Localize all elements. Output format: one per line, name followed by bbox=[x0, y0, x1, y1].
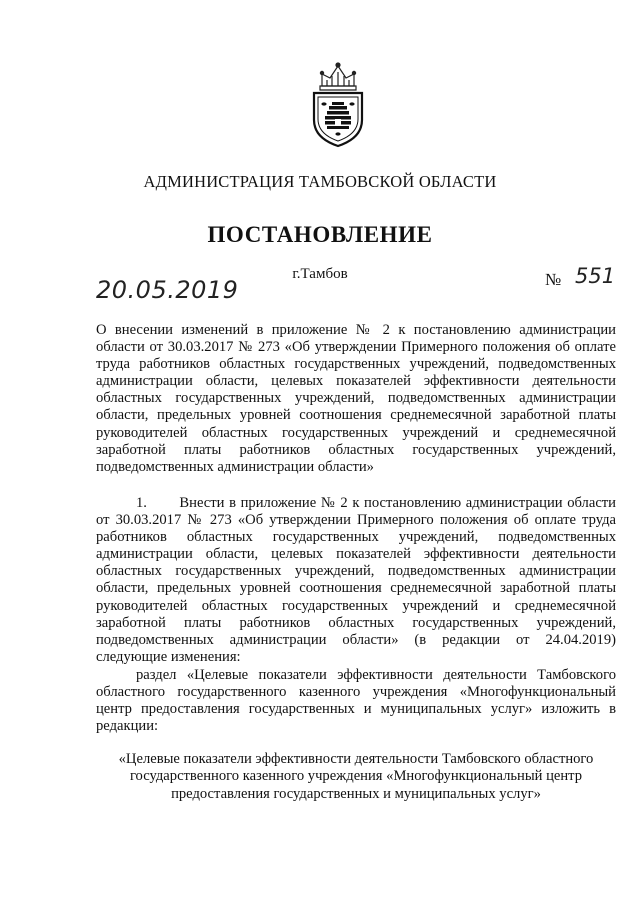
tambov-coat-of-arms-icon bbox=[300, 56, 376, 148]
item-1-number: 1. bbox=[136, 495, 147, 511]
item-1-paragraph bbox=[96, 495, 616, 666]
section-title-quote: «Целевые показатели эффективности деятельности Тамбовского областного государственного казенного учреждения «Многофункциональный центр предоставления государственных и муниципальных услуг» bbox=[118, 751, 594, 802]
number-sign: № bbox=[545, 270, 562, 289]
handwritten-document-number: 551 bbox=[575, 264, 616, 288]
city-label: г.Тамбов bbox=[292, 266, 348, 282]
agency-name: АДМИНИСТРАЦИЯ ТАМБОВСКОЙ ОБЛАСТИ bbox=[143, 172, 497, 191]
item-1-sub-text: раздел «Целевые показатели эффективности деятельности Тамбовского областного государственного казенного учреждения «Многофункциональный центр предоставления государственных и муниципальных услуг» изложить в редакции: bbox=[96, 667, 616, 735]
item-1-text: Внести в приложение № 2 к постановлению администрации области от 30.03.2017 № 273 «Об утверждении Примерного положения об оплате труда работников областных государственных учреждений, подведомственных администрации области, целевых показателей эффективности деятельности областных государственных учреждений, подведомственных администрации области, предельных уровней соотношения среднемесячной заработной платы руководителей областных государственных учреждений и среднемесячной заработной платы работников областных государственных учреждений, подведомственных администрации области» (в редакции от 24.04.2019) следующие изменения: bbox=[96, 495, 616, 665]
document-subject: О внесении изменений в приложение № 2 к постановлению администрации области от 30.03.2017 № 273 «Об утверждении Примерного положения об оплате труда работников областных государственных учреждений, подведомственных администрации области, целевых показателей эффективности деятельности областных государственных учреждений, подведомственных администрации области, предельных уровней соотношения среднемесячной заработной платы руководителей областных государственных учреждений и среднемесячной заработной платы работников областных государственных учреждений, подведомственных администрации области» bbox=[96, 322, 616, 475]
handwritten-date: 20.05.2019 bbox=[96, 276, 239, 304]
item-1-subparagraph bbox=[96, 667, 616, 735]
document-type-title: ПОСТАНОВЛЕНИЕ bbox=[207, 222, 433, 247]
